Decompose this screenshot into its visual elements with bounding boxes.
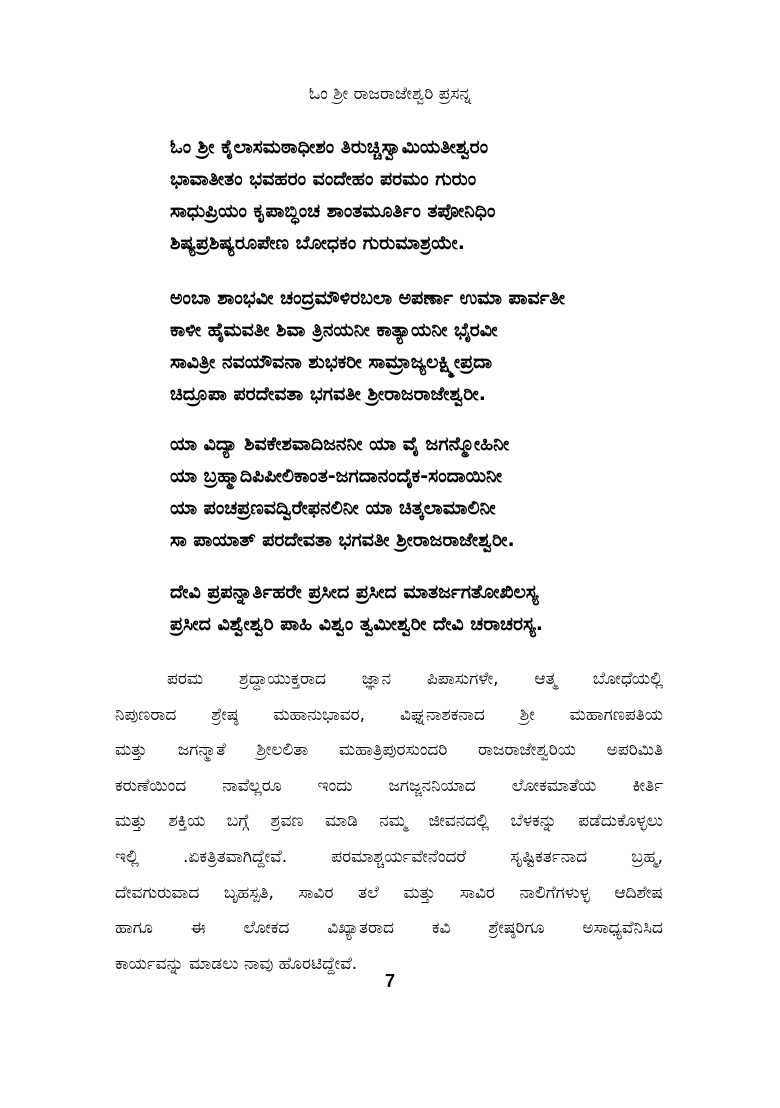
paragraph-line: ನಿಪುಣರಾದ ಶ್ರೇಷ್ಠ ಮಹಾನುಭಾವರ, ವಿಘ್ನನಾಶಕನಾದ ಶ್ರೀ ಮಹಾಗಣಪತಿಯ	[115, 704, 663, 725]
verse-line: ಯಾ ಬ್ರಹ್ಮಾದಿಪಿಪೀಲಿಕಾಂತ-ಜಗದಾನಂದೈಕ-ಸಂದಾಯಿನೀ	[170, 465, 503, 487]
verse-line: ಪ್ರಸೀದ ವಿಶ್ವೇಶ್ವರಿ ಪಾಹಿ ವಿಶ್ವಂ ತ್ವಮೀಶ್ವರೀ ದೇವಿ ಚರಾಚರಸ್ಯ.	[170, 613, 543, 635]
verse-2	[170, 282, 730, 410]
paragraph-line: ಮತ್ತು ಜಗನ್ಮಾತೆ ಶ್ರೀಲಲಿತಾ ಮಹಾತ್ರಿಪುರಸುಂದರಿ ರಾಜರಾಜೇಶ್ವರಿಯ ಅಪರಿಮಿತಿ	[115, 740, 663, 761]
prose-paragraph	[115, 662, 675, 982]
paragraph-line: ಕಾರ್ಯವನ್ನು ಮಾಡಲು ನಾವು ಹೊರಟಿದ್ದೇವೆ.	[115, 953, 358, 974]
verse-line: ಸಾ ಪಾಯಾತ್ ಪರದೇವತಾ ಭಗವತೀ ಶ್ರೀರಾಜರಾಜೇಶ್ವರೀ.	[170, 529, 515, 551]
verse-line: ಯಾ ವಿದ್ಯಾ ಶಿವಕೇಶವಾದಿಜನನೀ ಯಾ ವೈ ಜಗನ್ಮೋಹಿನೀ	[170, 433, 510, 455]
verse-line: ಚಿದ್ರೂಪಾ ಪರದೇವತಾ ಭಗವತೀ ಶ್ರೀರಾಜರಾಜೇಶ್ವರೀ.	[170, 383, 486, 405]
verse-1	[170, 131, 730, 259]
page-number: 7	[384, 971, 395, 991]
verse-3	[170, 428, 730, 556]
verse-line: ಅಂಬಾ ಶಾಂಭವೀ ಚಂದ್ರಮೌಳಿರಬಲಾ ಅಪರ್ಣಾ ಉಮಾ ಪಾರ್ವತೀ	[170, 287, 566, 309]
verse-line: ದೇವಿ ಪ್ರಪನ್ನಾರ್ತಿಹರೇ ಪ್ರಸೀದ ಪ್ರಸೀದ ಮಾತರ್ಜಗತೋಖಿಲಸ್ಯ	[170, 581, 539, 603]
verse-line: ಭಾವಾತೀತಂ ಭವಹರಂ ವಂದೇಹಂ ಪರಮಂ ಗುರುಂ	[170, 168, 477, 190]
verse-line: ಶಿಷ್ಯಪ್ರಶಿಷ್ಯರೂಪೇಣ ಬೋಧಕಂ ಗುರುಮಾಶ್ರಯೇ.	[170, 232, 465, 254]
verse-line: ಯಾ ಪಂಚಪ್ರಣವದ್ವಿರೇಫನಲಿನೀ ಯಾ ಚಿತ್ಕಲಾಮಾಲಿನೀ	[170, 497, 496, 519]
page-header: ಓಂ ಶ್ರೀ ರಾಜರಾಜೇಶ್ವರಿ ಪ್ರಸನ್ನ	[308, 84, 472, 104]
paragraph-line: ಹಾಗೂ ಈ ಲೋಕದ ವಿಖ್ಯಾತರಾದ ಕವಿ ಶ್ರೇಷ್ಠರಿಗೂ ಅಸಾಧ್ಯವೆನಿಸಿದ	[115, 918, 663, 939]
paragraph-line: ಪರಮ ಶ್ರದ್ಧಾಯುಕ್ತರಾದ ಜ್ಞಾನ ಪಿಪಾಸುಗಳೇ, ಆತ್ಮ ಬೋಧೆಯಲ್ಲಿ	[167, 669, 663, 689]
verse-line: ಕಾಳೀ ಹೈಮವತೀ ಶಿವಾ ತ್ರಿನಯನೀ ಕಾತ್ಯಾಯನೀ ಭೈರವೀ	[170, 319, 498, 341]
paragraph-line: ಇಲ್ಲಿ .ಏಕತ್ರಿತವಾಗಿದ್ದೇವೆ. ಪರಮಾಶ್ಚರ್ಯವೇನೆಂದರೆ ಸೃಷ್ಟಿಕರ್ತನಾದ ಬ್ರಹ್ಮ,	[115, 846, 663, 867]
paragraph-line: ದೇವಗುರುವಾದ ಬೃಹಸ್ಪತಿ, ಸಾವಿರ ತಲೆ ಮತ್ತು ಸಾವಿರ ನಾಲಿಗೆಗಳುಳ್ಳ ಆದಿಶೇಷ	[115, 882, 663, 903]
verse-line: ಸಾವಿತ್ರೀ ನವಯೌವನಾ ಶುಭಕರೀ ಸಾಮ್ರಾಜ್ಯಲಕ್ಷ್ಮೀಪ್ರದಾ	[170, 351, 493, 373]
verse-line: ಓಂ ಶ್ರೀ ಕೈಲಾಸಮಠಾಧೀಶಂ ತಿರುಚ್ಚಿಸ್ವಾಮಿಯತೀಶ್ವರಂ	[170, 136, 489, 158]
paragraph-line: ಕರುಣೆಯಿಂದ ನಾವೆಲ್ಲರೂ ಇಂದು ಜಗಜ್ಜನನಿಯಾದ ಲೋಕಮಾತೆಯ ಕೀರ್ತಿ	[115, 775, 663, 796]
verse-4	[170, 576, 730, 640]
paragraph-line: ಮತ್ತು ಶಕ್ತಿಯ ಬಗ್ಗೆ ಶ್ರವಣ ಮಾಡಿ ನಮ್ಮ ಜೀವನದಲ್ಲಿ ಬೆಳಕನ್ನು ಪಡೆದುಕೊಳ್ಳಲು	[115, 811, 663, 832]
verse-line: ಸಾಧುಪ್ರಿಯಂ ಕೃಪಾಬ್ಧಿಂಚ ಶಾಂತಮೂರ್ತಿಂ ತಪೋನಿಧಿಂ	[170, 200, 496, 222]
